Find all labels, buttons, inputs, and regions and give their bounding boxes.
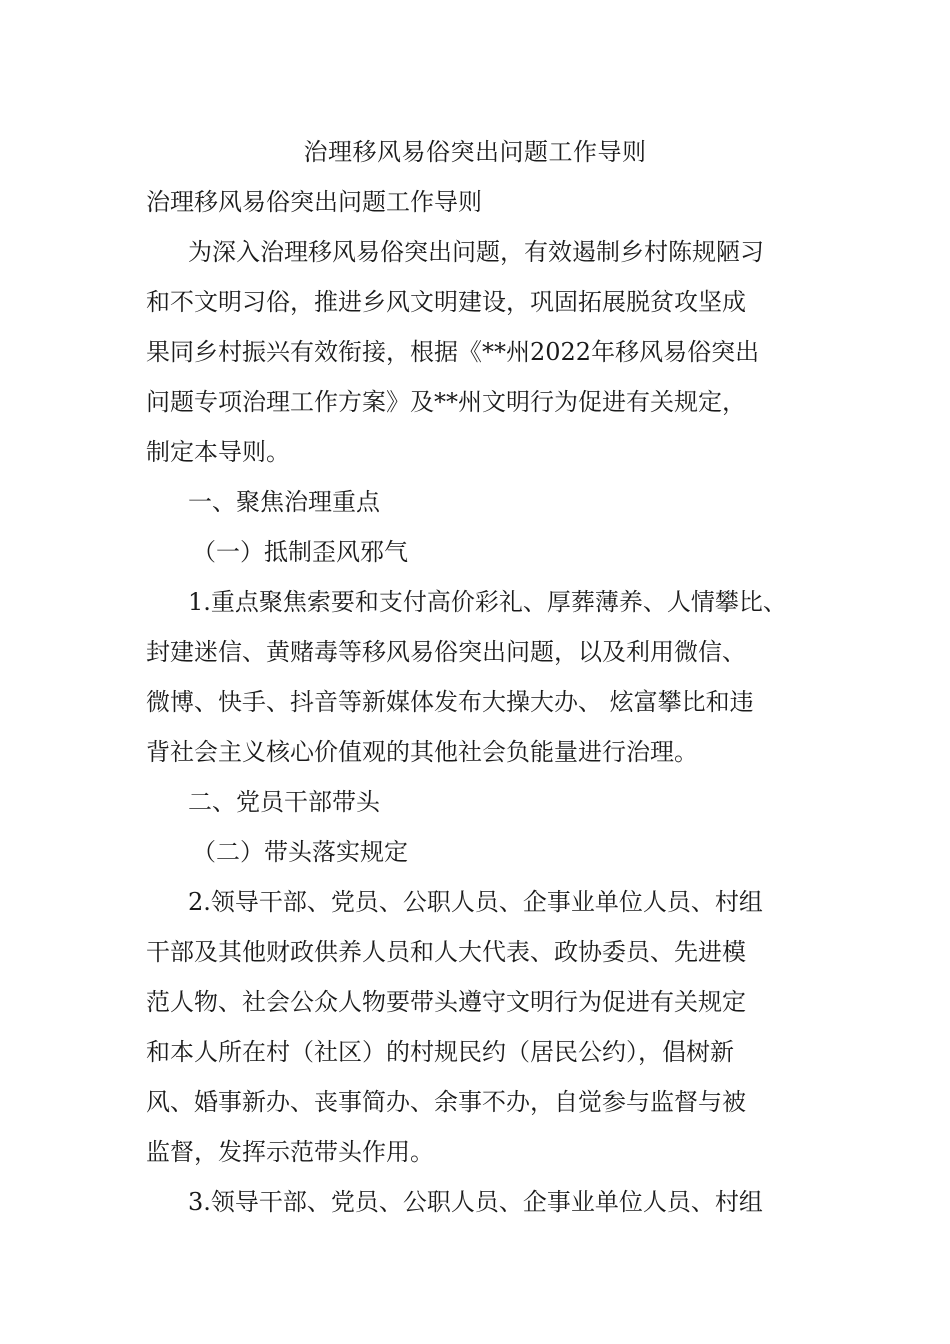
document-body bbox=[146, 177, 826, 1227]
paragraph-line: 监督，发挥示范带头作用。 bbox=[146, 1138, 434, 1166]
subsection-heading: （二）带头落实规定 bbox=[192, 838, 408, 866]
section-heading: 二、党员干部带头 bbox=[188, 788, 380, 816]
paragraph-line: 和本人所在村（社区）的村规民约（居民公约），倡树新 bbox=[146, 1038, 734, 1066]
paragraph-line: 背社会主义核心价值观的其他社会负能量进行治理。 bbox=[146, 738, 698, 766]
paragraph-line: 2.领导干部、党员、公职人员、企事业单位人员、村组 bbox=[188, 888, 763, 916]
paragraph-line: 问题专项治理工作方案》及**州文明行为促进有关规定， bbox=[146, 388, 746, 416]
paragraph-line: 和不文明习俗，推进乡风文明建设，巩固拓展脱贫攻坚成 bbox=[146, 288, 746, 316]
subsection-heading: （一）抵制歪风邪气 bbox=[192, 538, 408, 566]
section-heading: 一、聚焦治理重点 bbox=[188, 488, 380, 516]
paragraph-line: 为深入治理移风易俗突出问题，有效遏制乡村陈规陋习 bbox=[188, 238, 764, 266]
paragraph-line: 果同乡村振兴有效衔接，根据《**州2022年移风易俗突出 bbox=[146, 338, 760, 366]
paragraph-line: 干部及其他财政供养人员和人大代表、政协委员、先进模 bbox=[146, 938, 746, 966]
paragraph-line: 封建迷信、黄赌毒等移风易俗突出问题，以及利用微信、 bbox=[146, 638, 746, 666]
subtitle-line: 治理移风易俗突出问题工作导则 bbox=[146, 188, 482, 216]
paragraph-line: 微博、快手、抖音等新媒体发布大操大办、 炫富攀比和违 bbox=[146, 688, 754, 716]
paragraph-line: 制定本导则。 bbox=[146, 438, 290, 466]
paragraph-line: 风、婚事新办、丧事简办、余事不办，自觉参与监督与被 bbox=[146, 1088, 746, 1116]
paragraph-line: 1.重点聚焦索要和支付高价彩礼、厚葬薄养、人情攀比、 bbox=[188, 588, 787, 616]
paragraph-line: 范人物、社会公众人物要带头遵守文明行为促进有关规定 bbox=[146, 988, 746, 1016]
paragraph-line: 3.领导干部、党员、公职人员、企事业单位人员、村组 bbox=[188, 1188, 763, 1216]
document-title: 治理移风易俗突出问题工作导则 bbox=[303, 138, 647, 166]
